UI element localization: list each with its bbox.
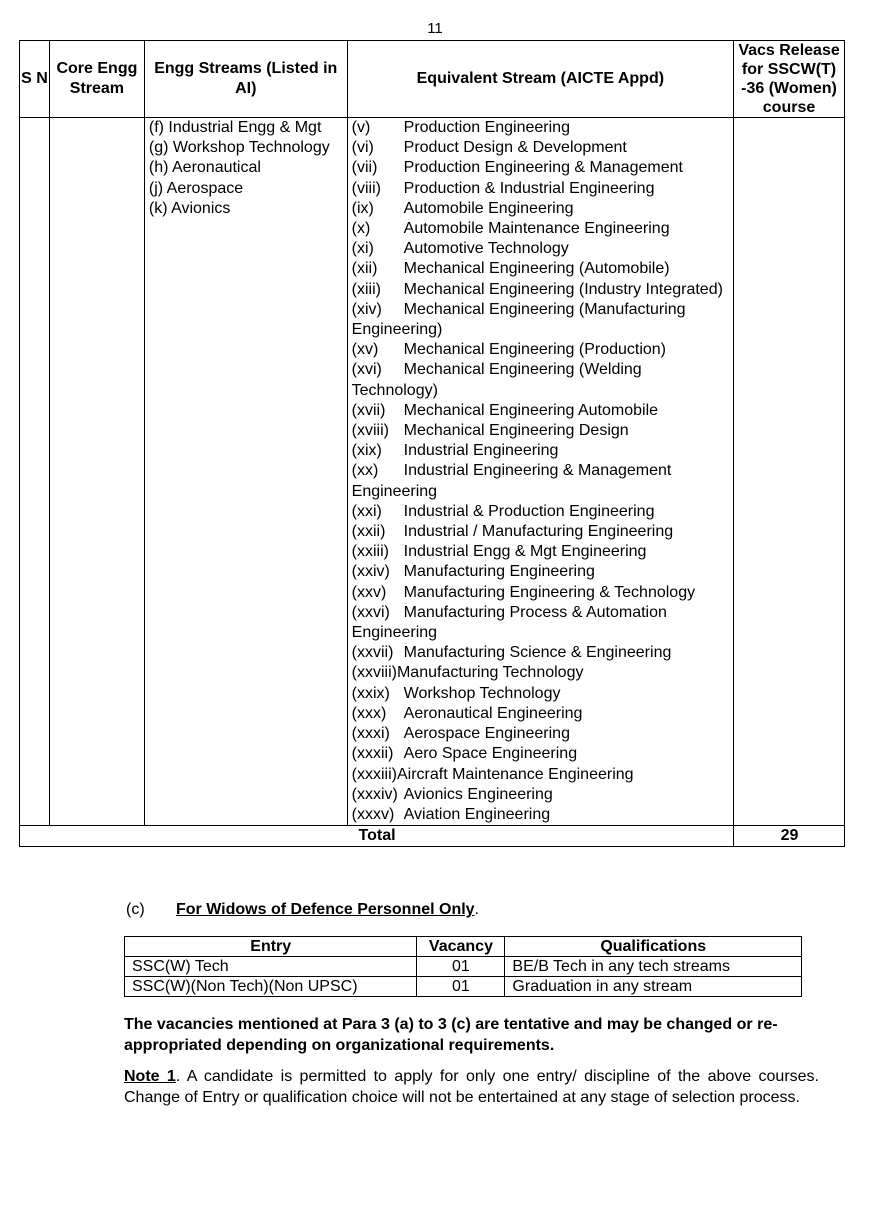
equivalent-stream-item: [352, 300, 730, 340]
equivalent-stream-item: [352, 441, 730, 461]
engg-stream-item: (k) Avionics: [148, 199, 231, 217]
item-text: Aero Space Engineering: [403, 745, 578, 763]
item-number: (xvi): [351, 361, 382, 379]
page-number: 11: [427, 20, 443, 37]
entry-cell: SSC(W)(Non Tech)(Non UPSC): [125, 977, 417, 997]
equivalent-stream-item: [352, 421, 730, 441]
item-text: Automotive Technology: [403, 240, 569, 258]
item-number: (xxx): [351, 704, 387, 722]
tentative-vacancies-note: The vacancies mentioned at Para 3 (a) to 3 (c) are tentative and may be changed or re-appropriated depending on organizational requirements.: [124, 1016, 778, 1054]
equivalent-stream-item: [352, 785, 730, 805]
total-value: 29: [734, 826, 845, 847]
engg-streams-cell: [144, 118, 347, 826]
item-number: (xi): [351, 240, 374, 258]
item-text: Mechanical Engineering (Welding Technology): [351, 361, 642, 399]
equivalent-stream-item: [352, 542, 730, 562]
item-number: (vi): [351, 139, 374, 157]
item-text: Industrial / Manufacturing Engineering: [403, 523, 674, 541]
item-number: (x): [351, 220, 371, 238]
item-number: (vii): [351, 159, 378, 177]
equivalent-stream-item: [352, 219, 730, 239]
item-text: Automobile Engineering: [403, 199, 574, 217]
equivalent-stream-item: [352, 522, 730, 542]
item-number: (xxxiii): [351, 765, 397, 783]
item-text: Aeronautical Engineering: [403, 704, 583, 722]
item-text: Industrial Engg & Mgt Engineering: [403, 543, 647, 561]
table-row: [125, 957, 802, 977]
item-number: (xix): [351, 442, 382, 460]
item-text: Industrial Engineering & Management Engineering: [351, 462, 672, 500]
header-vacs-release: Vacs Release for SSCW(T) -36 (Women) course: [734, 41, 845, 118]
item-text: Mechanical Engineering Design: [403, 422, 629, 440]
equivalent-stream-item: [352, 704, 730, 724]
section-c-heading: [126, 901, 479, 919]
equivalent-stream-item: [352, 684, 730, 704]
item-number: (xxxii): [351, 745, 394, 763]
table-row: [125, 977, 802, 997]
total-label: Total: [20, 826, 734, 847]
item-text: Mechanical Engineering (Automobile): [403, 260, 670, 278]
item-number: (xx): [351, 462, 379, 480]
item-text: Mechanical Engineering (Manufacturing Engineering): [351, 300, 686, 339]
header-vacancy: Vacancy: [417, 937, 505, 957]
engg-stream-item: (g) Workshop Technology: [148, 139, 330, 157]
equivalent-stream-item: [352, 118, 730, 138]
item-text: Manufacturing Engineering & Technology: [403, 583, 696, 601]
equivalent-stream-item: [352, 663, 730, 683]
table-row: [20, 118, 845, 826]
note-1-label: Note 1: [124, 1068, 176, 1085]
equivalent-stream-item: [352, 239, 730, 259]
equivalent-stream-item: [352, 562, 730, 582]
item-text: Industrial & Production Engineering: [403, 502, 655, 520]
item-text: Manufacturing Technology: [396, 664, 584, 682]
header-engg-streams: Engg Streams (Listed in AI): [144, 41, 347, 118]
engg-stream-item: (h) Aeronautical: [148, 159, 261, 177]
section-c-label: (c): [126, 901, 145, 918]
item-number: (xxxv): [351, 805, 395, 823]
item-text: Aircraft Maintenance Engineering: [396, 765, 634, 783]
equivalent-stream-item: [352, 583, 730, 603]
item-number: (ix): [351, 199, 374, 217]
item-number: (xiv): [351, 300, 382, 318]
item-number: (xxxiv): [351, 785, 398, 803]
item-text: Manufacturing Science & Engineering: [403, 644, 672, 662]
vacancy-cell: 01: [417, 977, 505, 997]
note-1-text: . A candidate is permitted to apply for only one entry/ discipline of the above courses. Change of Entry or qualification choice will not be entertained at any stage of selection process.: [124, 1068, 819, 1106]
equivalent-stream-item: [352, 502, 730, 522]
equivalent-stream-item: [352, 461, 730, 501]
item-number: (xxv): [351, 583, 387, 601]
equivalent-stream-item: [352, 401, 730, 421]
total-row: [20, 826, 845, 847]
item-text: Aviation Engineering: [403, 805, 551, 823]
item-number: (xxix): [351, 684, 390, 702]
header-qualifications: Qualifications: [505, 937, 802, 957]
equivalent-stream-item: [352, 199, 730, 219]
section-c-title: For Widows of Defence Personnel Only: [176, 901, 475, 918]
equivalent-stream-item: [352, 805, 730, 825]
engg-stream-item: (f) Industrial Engg & Mgt: [148, 119, 322, 136]
item-number: (xxiv): [351, 563, 390, 581]
entry-cell: SSC(W) Tech: [125, 957, 417, 977]
equivalent-stream-item: [352, 158, 730, 178]
header-core-stream: Core Engg Stream: [49, 41, 144, 118]
header-equivalent-stream: Equivalent Stream (AICTE Appd): [347, 41, 733, 118]
header-entry: Entry: [125, 937, 417, 957]
table-header-row: [20, 41, 845, 118]
engg-stream-item: (j) Aerospace: [148, 179, 244, 197]
equivalent-stream-item: [352, 765, 730, 785]
item-number: (xxvii): [351, 644, 394, 662]
vacancy-cell: 01: [417, 957, 505, 977]
equivalent-streams-cell: [347, 118, 733, 826]
item-number: (xxii): [351, 523, 386, 541]
section-c-period: .: [474, 901, 480, 918]
item-number: (xxxi): [351, 725, 390, 743]
equivalent-stream-item: [352, 259, 730, 279]
item-number: (viii): [351, 179, 381, 197]
qualification-cell: Graduation in any stream: [505, 977, 802, 997]
item-text: Mechanical Engineering (Industry Integrated): [403, 280, 723, 298]
note-1: [124, 1067, 819, 1108]
item-number: (xviii): [351, 422, 389, 440]
core-stream-cell: [49, 118, 144, 826]
item-text: Aerospace Engineering: [403, 725, 570, 743]
widows-header-row: [125, 937, 802, 957]
item-text: Product Design & Development: [403, 139, 627, 157]
qualification-cell: BE/B Tech in any tech streams: [505, 957, 802, 977]
item-number: (xvii): [351, 401, 386, 419]
item-text: Workshop Technology: [403, 684, 561, 702]
item-number: (xxviii): [351, 664, 397, 682]
header-sn: S N: [20, 41, 50, 118]
item-number: (xxvi): [351, 603, 390, 621]
equivalent-stream-item: [352, 340, 730, 360]
item-text: Industrial Engineering: [403, 442, 559, 460]
sn-cell: [20, 118, 50, 826]
item-text: Production Engineering & Management: [403, 159, 683, 177]
item-text: Production & Industrial Engineering: [403, 179, 655, 197]
equivalent-stream-item: [352, 360, 730, 400]
item-number: (xxiii): [351, 543, 389, 561]
item-number: (v): [351, 119, 371, 136]
item-text: Production Engineering: [403, 119, 570, 136]
item-text: Automobile Maintenance Engineering: [403, 220, 670, 238]
item-text: Mechanical Engineering Automobile: [403, 401, 659, 419]
equivalent-stream-item: [352, 643, 730, 663]
equivalent-stream-item: [352, 138, 730, 158]
item-number: (xii): [351, 260, 378, 278]
equivalent-stream-item: [352, 744, 730, 764]
widows-vacancy-table: [124, 936, 802, 997]
item-text: Manufacturing Engineering: [403, 563, 595, 581]
item-text: Mechanical Engineering (Production): [403, 341, 667, 359]
equivalent-stream-item: [352, 603, 730, 643]
equivalent-stream-item: [352, 280, 730, 300]
equivalent-stream-item: [352, 724, 730, 744]
item-number: (xiii): [351, 280, 381, 298]
item-number: (xxi): [351, 502, 382, 520]
item-text: Manufacturing Process & Automation Engineering: [351, 603, 667, 642]
item-number: (xv): [351, 341, 379, 359]
vacancy-table: [19, 40, 845, 847]
equivalent-stream-item: [352, 179, 730, 199]
vacs-cell: [734, 118, 845, 826]
item-text: Avionics Engineering: [403, 785, 553, 803]
